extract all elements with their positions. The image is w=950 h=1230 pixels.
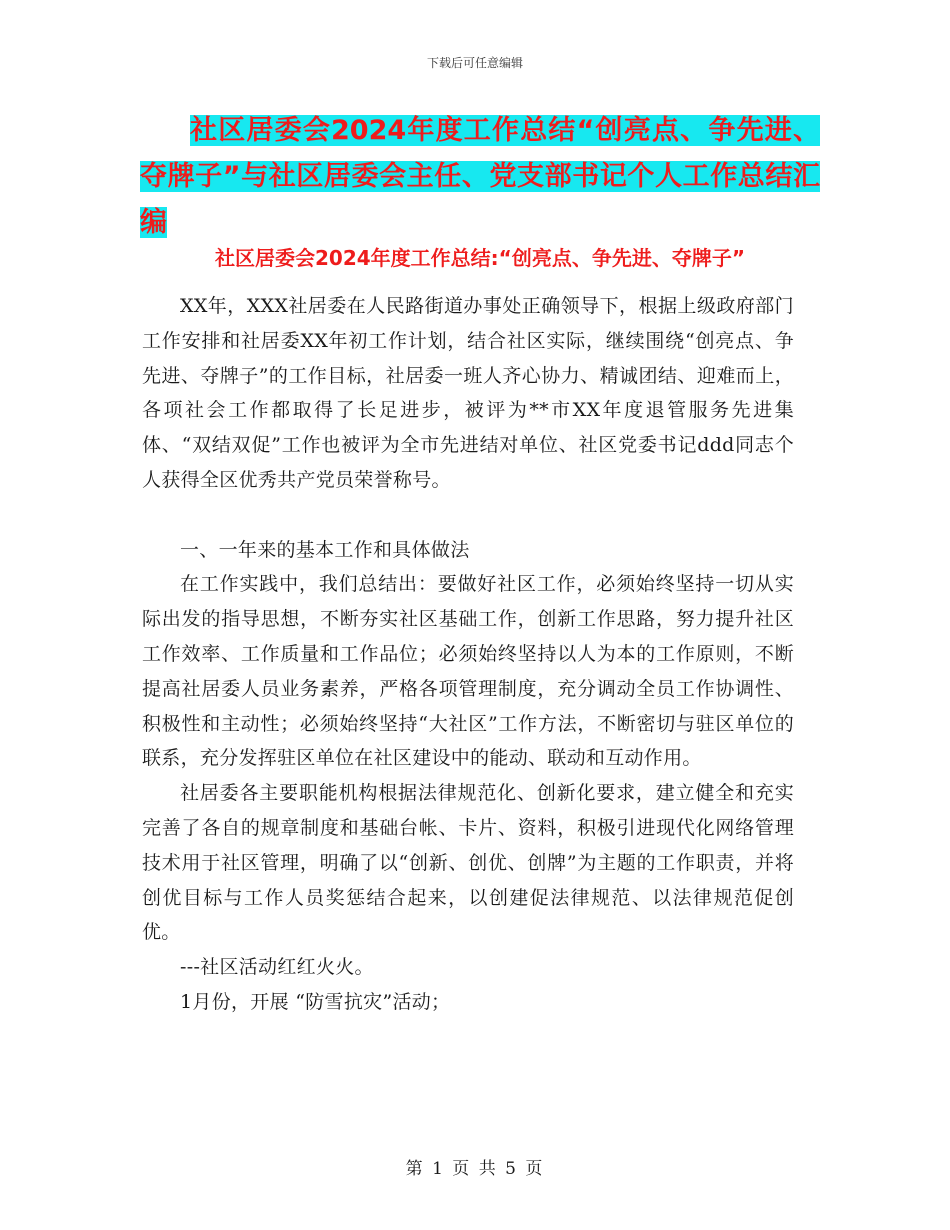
paragraph-practice: 在工作实践中，我们总结出：要做好社区工作，必须始终坚持一切从实际出发的指导思想，不断夯实社区基础工作，创新工作思路，努力提升社区工作效率、工作质量和工作品位；必须始终坚持以人为本的工作原则，不断提高社居委人员业务素养，严格各项管理制度，充分调动全员工作协调性、积极性和主动性；必须始终坚持“大社区”工作方法，不断密切与驻区单位的联系，充分发挥驻区单位在社区建设中的能动、联动和互动作用。	[142, 573, 794, 770]
section-heading-1: 一、一年来的基本工作和具体做法	[180, 538, 470, 561]
title-line-2: 牌子”与社区居委会主任、党支部书记个人工作总结汇编	[140, 161, 820, 238]
paragraph-intro: XX年，XXX社居委在人民路街道办事处正确领导下，根据上级政府部门工作安排和社居委XX年初工作计划，结合社区实际，继续围绕“创亮点、争先进、夺牌子”的工作目标，社居委一班人齐心协力、精诚团结、迎难而上，各项社会工作都取得了长足进步，被评为**市XX年度退管服务先进集体、“双结双促”工作也被评为全市先进结对单位、社区党委书记ddd同志个人获得全区优秀共产党员荣誉称号。	[142, 295, 794, 491]
page-footer: 第 1 页 共 5 页	[405, 1159, 545, 1179]
page-header: 下载后可任意编辑	[426, 56, 523, 70]
title-line-1: 社区居委会2024年度工作总结“创亮点、争先进、夺	[140, 115, 820, 192]
document-body	[142, 289, 794, 1020]
paragraph-january: 1月份，开展 “防雪抗灾”活动；	[180, 990, 451, 1013]
paragraph-activities-heading: ---社区活动红红火火。	[180, 956, 374, 979]
document-title	[140, 108, 820, 246]
paragraph-institutions: 社居委各主要职能机构根据法律规范化、创新化要求，建立健全和充实完善了各自的规章制度和基础台帐、卡片、资料，积极引进现代化网络管理技术用于社区管理，明确了以“创新、创优、创牌”为主题的工作职责，并将创优目标与工作人员奖惩结合起来，以创建促法律规范、以法律规范促创优。	[142, 782, 794, 944]
section-title: 社区居委会2024年度工作总结:“创亮点、争先进、夺牌子”	[215, 246, 745, 270]
blank-line	[142, 498, 794, 533]
